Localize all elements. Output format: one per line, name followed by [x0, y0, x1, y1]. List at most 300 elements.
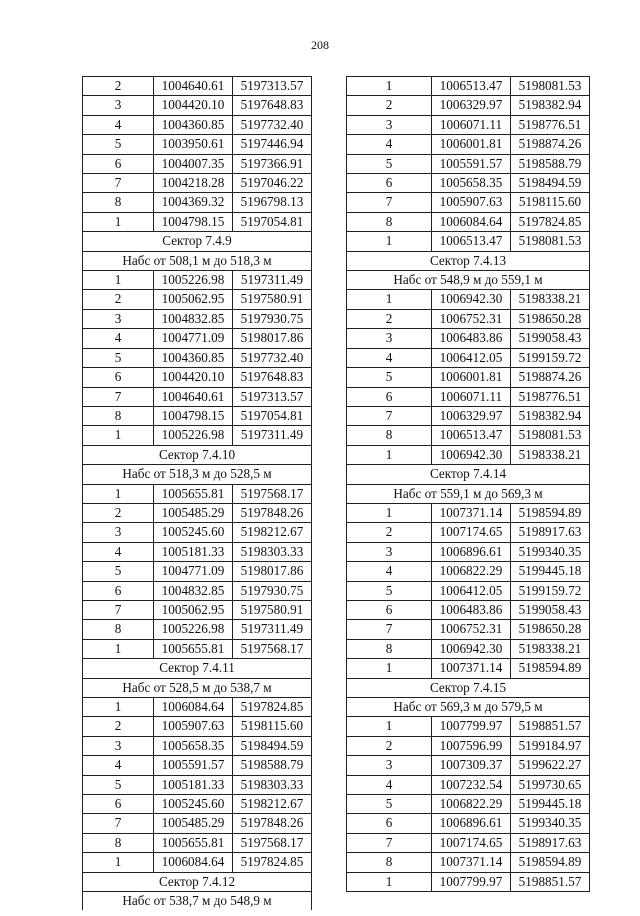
point-number-cell: 8 [347, 853, 432, 872]
y-coordinate-cell: 5198303.33 [233, 775, 312, 794]
point-number-cell: 1 [347, 77, 432, 96]
table-row [83, 135, 312, 154]
y-coordinate-cell: 5197930.75 [233, 309, 312, 328]
y-coordinate-cell: 5198851.57 [511, 872, 590, 891]
x-coordinate-cell: 1005907.63 [432, 193, 511, 212]
y-coordinate-cell: 5198017.86 [233, 329, 312, 348]
y-coordinate-cell: 5198650.28 [511, 620, 590, 639]
point-number-cell: 3 [347, 756, 432, 775]
x-coordinate-cell: 1005591.57 [154, 756, 233, 775]
x-coordinate-cell: 1006513.47 [432, 426, 511, 445]
sector-range-row [83, 251, 312, 270]
x-coordinate-cell: 1004640.61 [154, 387, 233, 406]
sector-range: Набс от 538,7 м до 548,9 м [83, 892, 312, 911]
x-coordinate-cell: 1004771.09 [154, 562, 233, 581]
table-row [83, 756, 312, 775]
y-coordinate-cell: 5198594.89 [511, 659, 590, 678]
x-coordinate-cell: 1005485.29 [154, 503, 233, 522]
y-coordinate-cell: 5197311.49 [233, 620, 312, 639]
point-number-cell: 3 [83, 309, 154, 328]
y-coordinate-cell: 5198851.57 [511, 717, 590, 736]
sector-range: Набс от 548,9 м до 559,1 м [347, 271, 590, 290]
table-row [347, 523, 590, 542]
y-coordinate-cell: 5198017.86 [233, 562, 312, 581]
point-number-cell: 1 [83, 271, 154, 290]
x-coordinate-cell: 1007371.14 [432, 503, 511, 522]
x-coordinate-cell: 1005226.98 [154, 426, 233, 445]
point-number-cell: 5 [347, 581, 432, 600]
table-row [347, 368, 590, 387]
sector-range: Набс от 569,3 м до 579,5 м [347, 698, 590, 717]
y-coordinate-cell: 5199622.27 [511, 756, 590, 775]
y-coordinate-cell: 5198338.21 [511, 290, 590, 309]
sector-title: Сектор 7.4.9 [83, 232, 312, 251]
y-coordinate-cell: 5198081.53 [511, 232, 590, 251]
y-coordinate-cell: 5197930.75 [233, 581, 312, 600]
table-row [83, 154, 312, 173]
x-coordinate-cell: 1005658.35 [432, 174, 511, 193]
point-number-cell: 4 [83, 542, 154, 561]
point-number-cell: 2 [347, 736, 432, 755]
x-coordinate-cell: 1005907.63 [154, 717, 233, 736]
point-number-cell: 3 [83, 96, 154, 115]
point-number-cell: 1 [347, 717, 432, 736]
x-coordinate-cell: 1006071.11 [432, 387, 511, 406]
x-coordinate-cell: 1005181.33 [154, 775, 233, 794]
table-row [347, 833, 590, 852]
point-number-cell: 8 [347, 426, 432, 445]
x-coordinate-cell: 1006822.29 [432, 795, 511, 814]
sector-range: Набс от 528,5 м до 538,7 м [83, 678, 312, 697]
point-number-cell: 8 [83, 833, 154, 852]
point-number-cell: 8 [83, 620, 154, 639]
table-row [347, 77, 590, 96]
point-number-cell: 1 [347, 872, 432, 891]
x-coordinate-cell: 1006412.05 [432, 581, 511, 600]
table-row [347, 756, 590, 775]
sector-range-row [347, 271, 590, 290]
y-coordinate-cell: 5197054.81 [233, 212, 312, 231]
x-coordinate-cell: 1006752.31 [432, 620, 511, 639]
table-row [347, 445, 590, 464]
y-coordinate-cell: 5198382.94 [511, 96, 590, 115]
point-number-cell: 2 [347, 96, 432, 115]
y-coordinate-cell: 5197824.85 [511, 212, 590, 231]
table-row [347, 115, 590, 134]
table-row [83, 620, 312, 639]
y-coordinate-cell: 5199445.18 [511, 562, 590, 581]
y-coordinate-cell: 5199058.43 [511, 600, 590, 619]
x-coordinate-cell: 1007174.65 [432, 833, 511, 852]
x-coordinate-cell: 1004640.61 [154, 77, 233, 96]
y-coordinate-cell: 5198303.33 [233, 542, 312, 561]
table-row [347, 232, 590, 251]
table-row [347, 736, 590, 755]
point-number-cell: 1 [83, 426, 154, 445]
table-row [347, 717, 590, 736]
sector-range-row [83, 465, 312, 484]
y-coordinate-cell: 5198338.21 [511, 639, 590, 658]
table-row [347, 426, 590, 445]
y-coordinate-cell: 5198650.28 [511, 309, 590, 328]
table-row [83, 484, 312, 503]
point-number-cell: 5 [83, 775, 154, 794]
x-coordinate-cell: 1005245.60 [154, 523, 233, 542]
table-row [83, 406, 312, 425]
y-coordinate-cell: 5197848.26 [233, 503, 312, 522]
x-coordinate-cell: 1005591.57 [432, 154, 511, 173]
point-number-cell: 2 [83, 503, 154, 522]
y-coordinate-cell: 5198874.26 [511, 135, 590, 154]
y-coordinate-cell: 5197446.94 [233, 135, 312, 154]
x-coordinate-cell: 1004771.09 [154, 329, 233, 348]
y-coordinate-cell: 5197732.40 [233, 348, 312, 367]
table-row [347, 639, 590, 658]
x-coordinate-cell: 1006513.47 [432, 232, 511, 251]
table-row [347, 581, 590, 600]
table-row [83, 503, 312, 522]
x-coordinate-cell: 1005658.35 [154, 736, 233, 755]
point-number-cell: 7 [83, 387, 154, 406]
sector-range-row [347, 484, 590, 503]
point-number-cell: 1 [83, 484, 154, 503]
x-coordinate-cell: 1007371.14 [432, 853, 511, 872]
x-coordinate-cell: 1004798.15 [154, 406, 233, 425]
y-coordinate-cell: 5199058.43 [511, 329, 590, 348]
sector-title: Сектор 7.4.11 [83, 659, 312, 678]
point-number-cell: 5 [347, 368, 432, 387]
table-row [347, 503, 590, 522]
y-coordinate-cell: 5197311.49 [233, 426, 312, 445]
x-coordinate-cell: 1006513.47 [432, 77, 511, 96]
table-row [83, 290, 312, 309]
point-number-cell: 2 [347, 523, 432, 542]
x-coordinate-cell: 1006942.30 [432, 290, 511, 309]
y-coordinate-cell: 5198382.94 [511, 406, 590, 425]
y-coordinate-cell: 5198874.26 [511, 368, 590, 387]
point-number-cell: 2 [347, 309, 432, 328]
x-coordinate-cell: 1007309.37 [432, 756, 511, 775]
point-number-cell: 5 [83, 135, 154, 154]
table-row [347, 348, 590, 367]
sector-header-row [83, 659, 312, 678]
point-number-cell: 7 [83, 814, 154, 833]
y-coordinate-cell: 5197568.17 [233, 833, 312, 852]
point-number-cell: 4 [347, 135, 432, 154]
y-coordinate-cell: 5197046.22 [233, 174, 312, 193]
point-number-cell: 4 [83, 756, 154, 775]
point-number-cell: 5 [83, 348, 154, 367]
table-row [83, 736, 312, 755]
table-row [83, 600, 312, 619]
x-coordinate-cell: 1006084.64 [154, 698, 233, 717]
table-row [83, 96, 312, 115]
y-coordinate-cell: 5199159.72 [511, 581, 590, 600]
table-row [347, 406, 590, 425]
x-coordinate-cell: 1004360.85 [154, 348, 233, 367]
table-row [347, 329, 590, 348]
y-coordinate-cell: 5198212.67 [233, 795, 312, 814]
x-coordinate-cell: 1005245.60 [154, 795, 233, 814]
y-coordinate-cell: 5198081.53 [511, 77, 590, 96]
point-number-cell: 4 [347, 348, 432, 367]
point-number-cell: 7 [83, 174, 154, 193]
table-row [347, 290, 590, 309]
point-number-cell: 2 [83, 77, 154, 96]
sector-range-row [83, 892, 312, 911]
sector-header-row [347, 465, 590, 484]
table-row [347, 96, 590, 115]
y-coordinate-cell: 5198594.89 [511, 853, 590, 872]
point-number-cell: 7 [347, 193, 432, 212]
point-number-cell: 1 [347, 445, 432, 464]
point-number-cell: 3 [83, 736, 154, 755]
x-coordinate-cell: 1004798.15 [154, 212, 233, 231]
sector-title: Сектор 7.4.13 [347, 251, 590, 270]
x-coordinate-cell: 1005062.95 [154, 600, 233, 619]
sector-range-row [347, 698, 590, 717]
table-row [83, 368, 312, 387]
x-coordinate-cell: 1004832.85 [154, 309, 233, 328]
point-number-cell: 3 [83, 523, 154, 542]
point-number-cell: 4 [347, 562, 432, 581]
table-row [83, 77, 312, 96]
point-number-cell: 1 [83, 853, 154, 872]
x-coordinate-cell: 1007799.97 [432, 717, 511, 736]
x-coordinate-cell: 1007232.54 [432, 775, 511, 794]
x-coordinate-cell: 1006084.64 [432, 212, 511, 231]
table-row [347, 814, 590, 833]
y-coordinate-cell: 5198917.63 [511, 833, 590, 852]
y-coordinate-cell: 5197054.81 [233, 406, 312, 425]
y-coordinate-cell: 5199184.97 [511, 736, 590, 755]
sector-range-row [83, 678, 312, 697]
y-coordinate-cell: 5197824.85 [233, 698, 312, 717]
x-coordinate-cell: 1005181.33 [154, 542, 233, 561]
y-coordinate-cell: 5198115.60 [233, 717, 312, 736]
y-coordinate-cell: 5198494.59 [511, 174, 590, 193]
y-coordinate-cell: 5199730.65 [511, 775, 590, 794]
y-coordinate-cell: 5198494.59 [233, 736, 312, 755]
point-number-cell: 1 [83, 639, 154, 658]
point-number-cell: 6 [83, 368, 154, 387]
table-row [83, 426, 312, 445]
table-row [83, 639, 312, 658]
table-row [347, 659, 590, 678]
x-coordinate-cell: 1004369.32 [154, 193, 233, 212]
table-row [83, 542, 312, 561]
table-row [347, 600, 590, 619]
table-row [83, 174, 312, 193]
y-coordinate-cell: 5197311.49 [233, 271, 312, 290]
y-coordinate-cell: 5196798.13 [233, 193, 312, 212]
point-number-cell: 6 [347, 814, 432, 833]
sector-header-row [83, 232, 312, 251]
x-coordinate-cell: 1006329.97 [432, 96, 511, 115]
table-row [347, 212, 590, 231]
table-row [347, 154, 590, 173]
x-coordinate-cell: 1006896.61 [432, 814, 511, 833]
point-number-cell: 2 [83, 717, 154, 736]
y-coordinate-cell: 5197580.91 [233, 600, 312, 619]
x-coordinate-cell: 1006942.30 [432, 445, 511, 464]
point-number-cell: 7 [83, 600, 154, 619]
point-number-cell: 6 [83, 795, 154, 814]
point-number-cell: 8 [83, 193, 154, 212]
point-number-cell: 3 [347, 542, 432, 561]
sector-title: Сектор 7.4.12 [83, 872, 312, 891]
table-row [83, 562, 312, 581]
x-coordinate-cell: 1005226.98 [154, 271, 233, 290]
point-number-cell: 7 [347, 406, 432, 425]
table-row [83, 581, 312, 600]
y-coordinate-cell: 5198776.51 [511, 387, 590, 406]
point-number-cell: 6 [83, 581, 154, 600]
table-row [347, 135, 590, 154]
table-row [83, 853, 312, 872]
sector-range: Набс от 508,1 м до 518,3 м [83, 251, 312, 270]
point-number-cell: 7 [347, 620, 432, 639]
point-number-cell: 1 [347, 503, 432, 522]
y-coordinate-cell: 5197848.26 [233, 814, 312, 833]
y-coordinate-cell: 5198776.51 [511, 115, 590, 134]
table-row [347, 387, 590, 406]
x-coordinate-cell: 1006483.86 [432, 600, 511, 619]
y-coordinate-cell: 5198588.79 [511, 154, 590, 173]
table-row [347, 620, 590, 639]
point-number-cell: 1 [83, 212, 154, 231]
sector-header-row [83, 445, 312, 464]
y-coordinate-cell: 5199340.35 [511, 814, 590, 833]
y-coordinate-cell: 5197648.83 [233, 96, 312, 115]
x-coordinate-cell: 1006822.29 [432, 562, 511, 581]
point-number-cell: 1 [347, 659, 432, 678]
x-coordinate-cell: 1005655.81 [154, 484, 233, 503]
table-row [83, 387, 312, 406]
table-row [83, 523, 312, 542]
y-coordinate-cell: 5197568.17 [233, 639, 312, 658]
x-coordinate-cell: 1003950.61 [154, 135, 233, 154]
x-coordinate-cell: 1007799.97 [432, 872, 511, 891]
x-coordinate-cell: 1006084.64 [154, 853, 233, 872]
x-coordinate-cell: 1005655.81 [154, 833, 233, 852]
x-coordinate-cell: 1004007.35 [154, 154, 233, 173]
x-coordinate-cell: 1004420.10 [154, 368, 233, 387]
table-row [83, 795, 312, 814]
x-coordinate-cell: 1006071.11 [432, 115, 511, 134]
x-coordinate-cell: 1005655.81 [154, 639, 233, 658]
table-row [83, 193, 312, 212]
y-coordinate-cell: 5198588.79 [233, 756, 312, 775]
point-number-cell: 4 [347, 775, 432, 794]
point-number-cell: 1 [347, 290, 432, 309]
table-row [347, 853, 590, 872]
x-coordinate-cell: 1004420.10 [154, 96, 233, 115]
y-coordinate-cell: 5198338.21 [511, 445, 590, 464]
y-coordinate-cell: 5197732.40 [233, 115, 312, 134]
y-coordinate-cell: 5198917.63 [511, 523, 590, 542]
sector-title: Сектор 7.4.14 [347, 465, 590, 484]
sector-title: Сектор 7.4.15 [347, 678, 590, 697]
x-coordinate-cell: 1006001.81 [432, 368, 511, 387]
x-coordinate-cell: 1007371.14 [432, 659, 511, 678]
y-coordinate-cell: 5197824.85 [233, 853, 312, 872]
table-row [83, 698, 312, 717]
table-row [83, 212, 312, 231]
table-row [347, 174, 590, 193]
point-number-cell: 5 [347, 154, 432, 173]
x-coordinate-cell: 1005226.98 [154, 620, 233, 639]
x-coordinate-cell: 1006412.05 [432, 348, 511, 367]
point-number-cell: 1 [347, 232, 432, 251]
y-coordinate-cell: 5197568.17 [233, 484, 312, 503]
x-coordinate-cell: 1004832.85 [154, 581, 233, 600]
table-row [83, 329, 312, 348]
table-row [83, 775, 312, 794]
point-number-cell: 2 [83, 290, 154, 309]
table-row [347, 193, 590, 212]
point-number-cell: 8 [83, 406, 154, 425]
table-row [83, 717, 312, 736]
x-coordinate-cell: 1005062.95 [154, 290, 233, 309]
point-number-cell: 6 [347, 600, 432, 619]
table-row [83, 309, 312, 328]
x-coordinate-cell: 1005485.29 [154, 814, 233, 833]
y-coordinate-cell: 5198081.53 [511, 426, 590, 445]
point-number-cell: 8 [347, 639, 432, 658]
y-coordinate-cell: 5199445.18 [511, 795, 590, 814]
y-coordinate-cell: 5197313.57 [233, 387, 312, 406]
x-coordinate-cell: 1004218.28 [154, 174, 233, 193]
table-row [347, 872, 590, 891]
point-number-cell: 6 [83, 154, 154, 173]
y-coordinate-cell: 5197580.91 [233, 290, 312, 309]
sector-range: Набс от 518,3 м до 528,5 м [83, 465, 312, 484]
x-coordinate-cell: 1007596.99 [432, 736, 511, 755]
point-number-cell: 5 [347, 795, 432, 814]
y-coordinate-cell: 5197648.83 [233, 368, 312, 387]
x-coordinate-cell: 1006896.61 [432, 542, 511, 561]
point-number-cell: 5 [83, 562, 154, 581]
y-coordinate-cell: 5198212.67 [233, 523, 312, 542]
point-number-cell: 8 [347, 212, 432, 231]
point-number-cell: 1 [83, 698, 154, 717]
sector-header-row [347, 251, 590, 270]
point-number-cell: 4 [83, 329, 154, 348]
x-coordinate-cell: 1006483.86 [432, 329, 511, 348]
y-coordinate-cell: 5199159.72 [511, 348, 590, 367]
sector-header-row [347, 678, 590, 697]
table-row [83, 271, 312, 290]
table-row [83, 348, 312, 367]
x-coordinate-cell: 1006001.81 [432, 135, 511, 154]
table-row [347, 775, 590, 794]
sector-range: Набс от 559,1 м до 569,3 м [347, 484, 590, 503]
table-row [347, 562, 590, 581]
x-coordinate-cell: 1006752.31 [432, 309, 511, 328]
x-coordinate-cell: 1007174.65 [432, 523, 511, 542]
table-row [347, 542, 590, 561]
right-coordinate-table [346, 76, 590, 892]
x-coordinate-cell: 1006942.30 [432, 639, 511, 658]
sector-header-row [83, 872, 312, 891]
point-number-cell: 7 [347, 833, 432, 852]
y-coordinate-cell: 5198594.89 [511, 503, 590, 522]
left-coordinate-table [82, 76, 312, 910]
y-coordinate-cell: 5197366.91 [233, 154, 312, 173]
point-number-cell: 3 [347, 115, 432, 134]
point-number-cell: 6 [347, 174, 432, 193]
